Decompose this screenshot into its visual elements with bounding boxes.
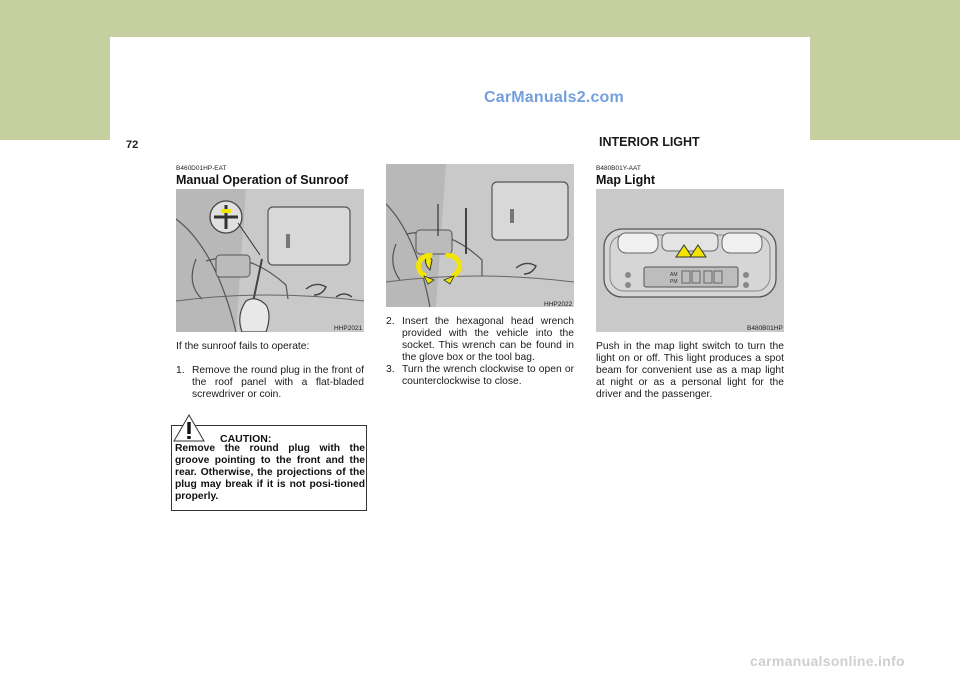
step-2-text: Insert the hexagonal head wrench provided with the vehicle into the socket. This wrench can be found in the glove box or the tool bag. <box>402 316 574 364</box>
step-3-number: 3. <box>386 364 395 376</box>
display-pm: PM <box>670 279 678 285</box>
step-3 <box>386 364 574 388</box>
middle-steps <box>386 316 574 389</box>
chapter-title: CONTROLS AND EQUIPMENT <box>166 115 285 124</box>
step-1-text: Remove the round plug in the front of the roof panel with a flat-bladed screwdriver or coin. <box>192 365 364 401</box>
left-intro: If the sunroof fails to operate: <box>176 341 310 352</box>
right-figure-label: B480B01HP <box>747 325 783 332</box>
section-title: INTERIOR LIGHT <box>599 135 700 149</box>
watermark-link[interactable]: CarManuals2.com <box>484 89 624 106</box>
wrench-socket-figure <box>386 164 574 307</box>
warning-icon <box>172 413 206 443</box>
left-section-heading: Manual Operation of Sunroof <box>176 173 349 187</box>
left-section-code: B460D01HP-EAT <box>176 165 227 172</box>
page-number: 72 <box>126 139 139 151</box>
right-section-code: B480B01Y-AAT <box>596 165 641 172</box>
step-2 <box>386 316 574 364</box>
caution-body: Remove the round plug with the groove pointing to the front and the rear. Otherwise, the projections of the plug may break if it is not posi-tioned properly. <box>175 443 365 503</box>
sunroof-plug-figure <box>176 189 364 332</box>
map-light-description: Push in the map light switch to turn the light on or off. This light produces a spot beam for convenient use as a map light at night or as a personal light for the driver and the passenger. <box>596 341 784 401</box>
step-1 <box>176 365 364 401</box>
step-2-number: 2. <box>386 316 395 327</box>
chapter-number: 1 <box>151 110 161 129</box>
right-section-heading: Map Light <box>596 173 656 187</box>
left-figure-label: HHP2021 <box>334 325 363 332</box>
left-steps <box>176 365 364 401</box>
middle-figure-label: HHP2022 <box>544 301 573 308</box>
step-3-text: Turn the wrench clockwise to open or counterclockwise to close. <box>402 364 574 388</box>
footer-watermark-link[interactable]: carmanualsonline.info <box>750 653 905 669</box>
map-light-figure <box>596 189 784 332</box>
display-am: AM <box>670 272 678 278</box>
step-1-number: 1. <box>176 365 185 376</box>
caution-title: CAUTION: <box>220 433 272 445</box>
